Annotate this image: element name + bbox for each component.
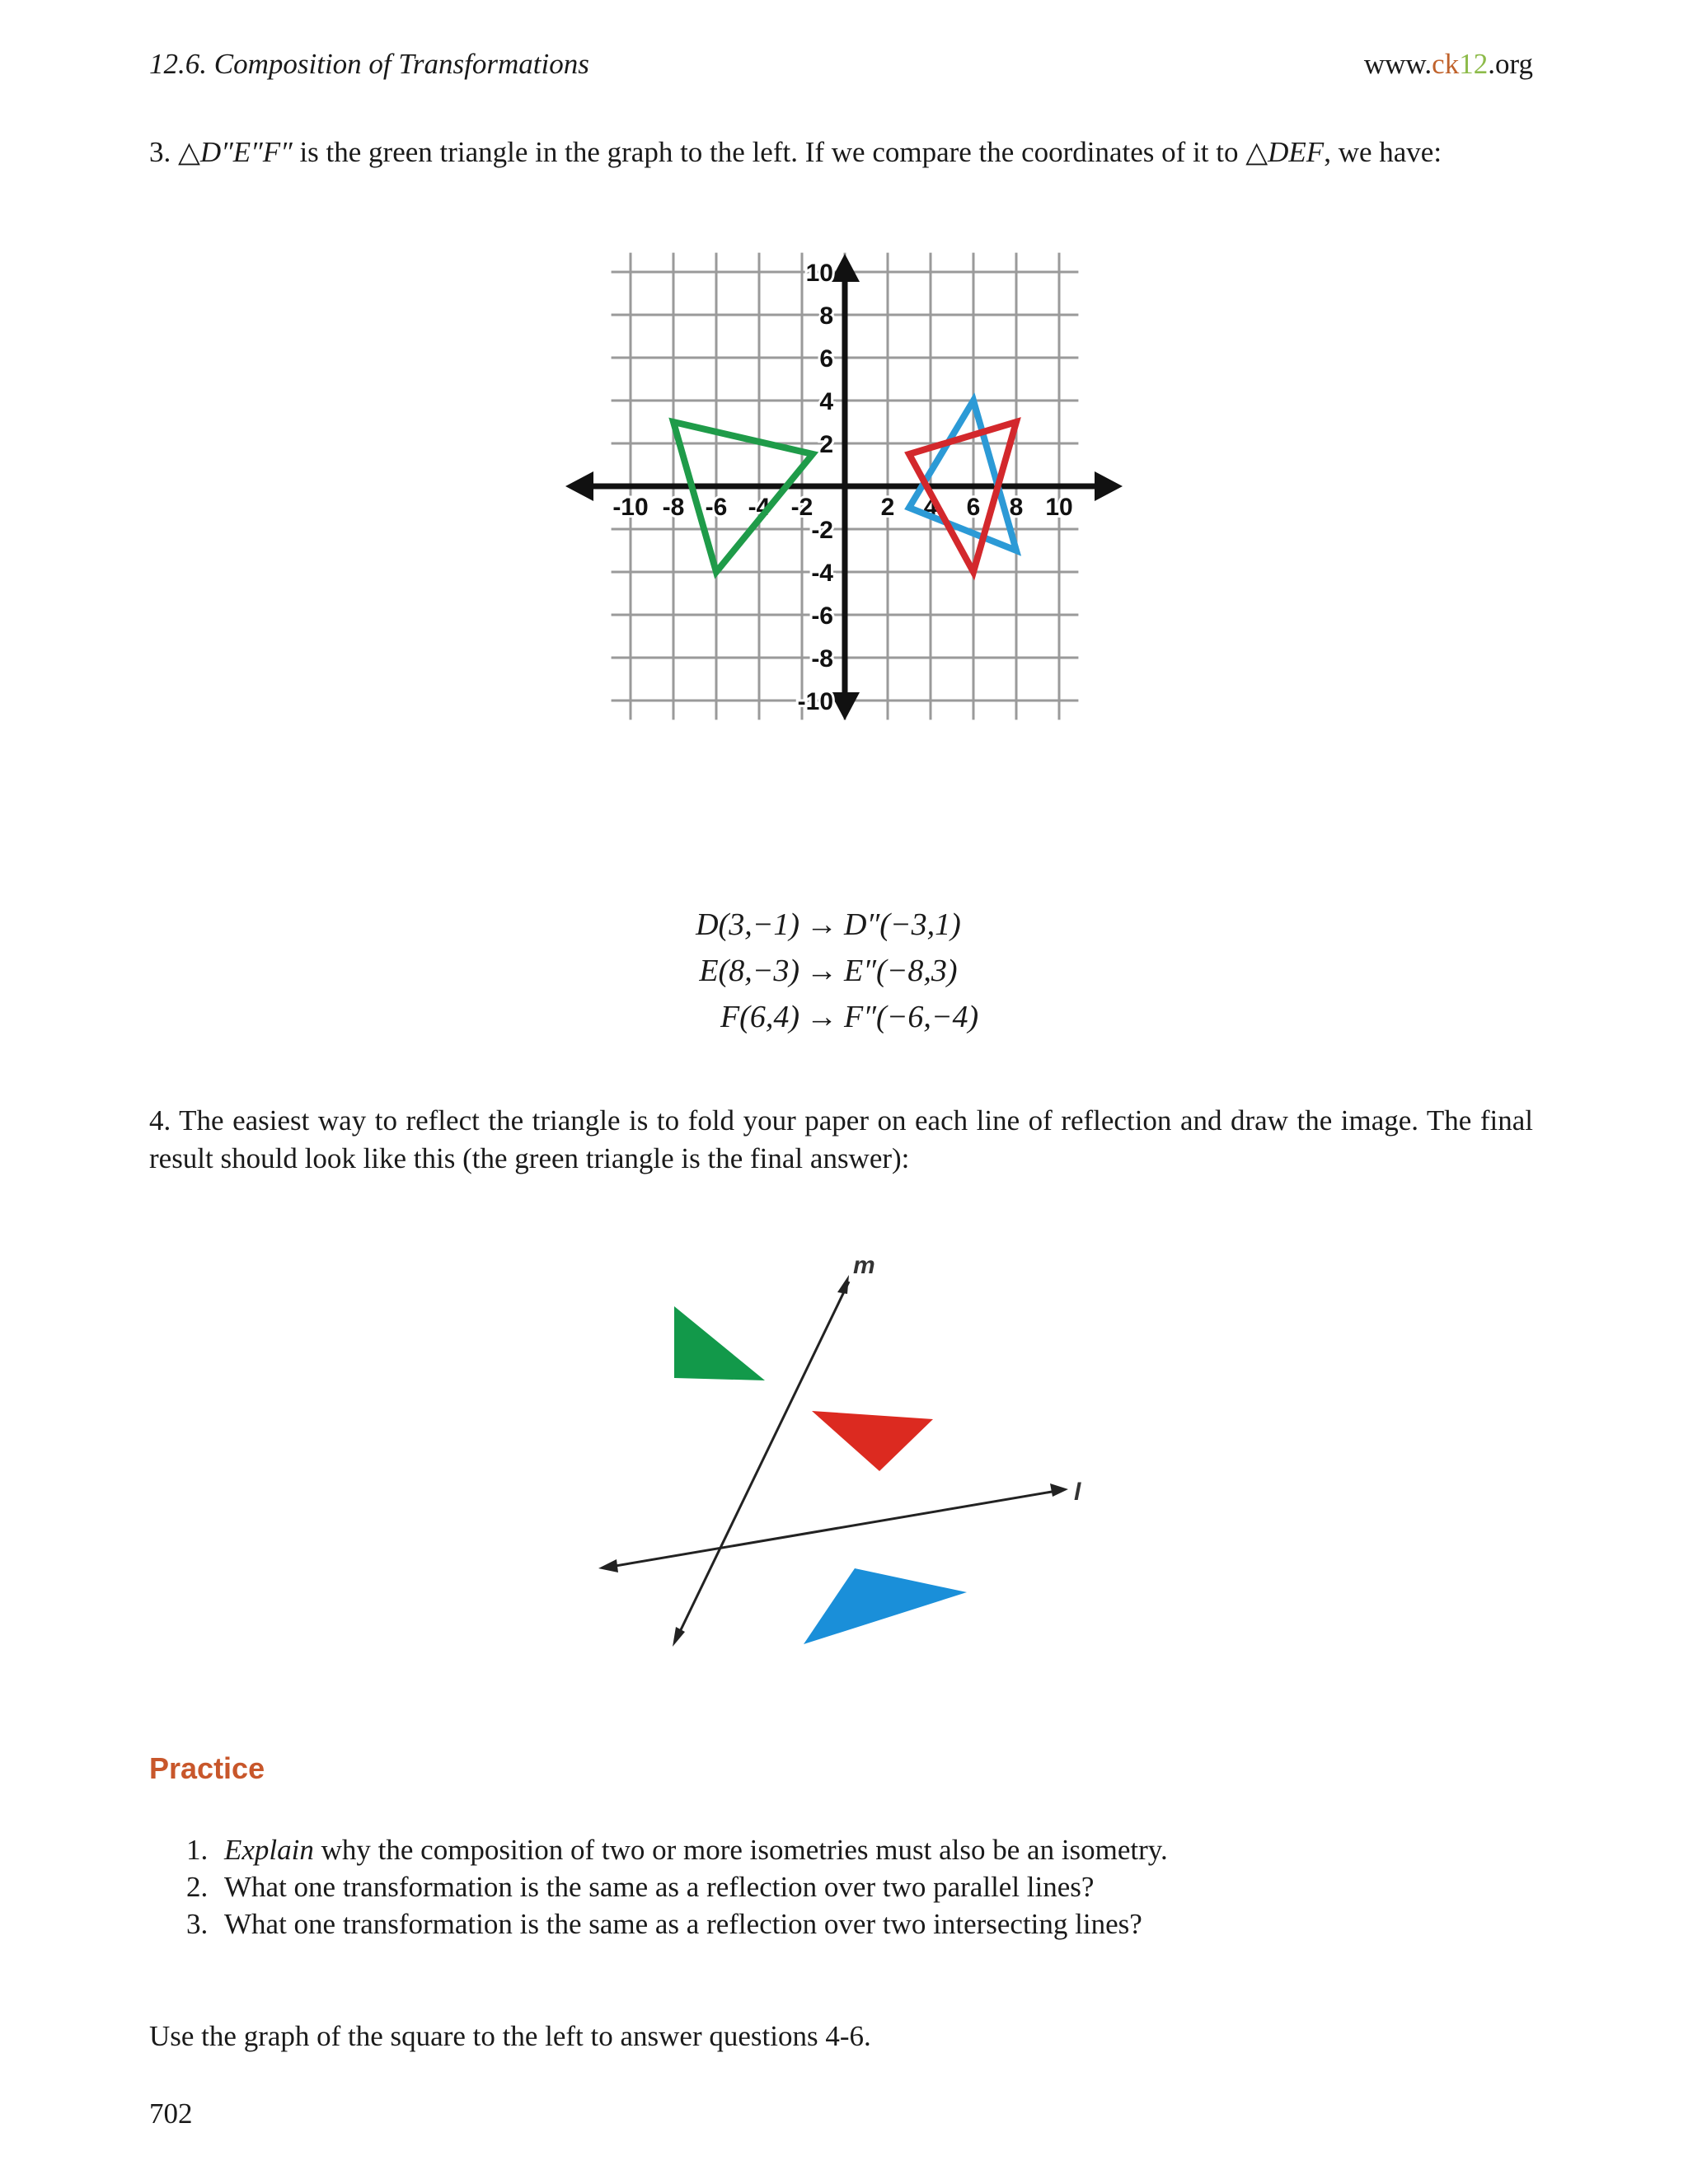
y-tick-label: 8 [819,302,833,330]
triangle-def: △DEF [1245,136,1325,168]
y-tick-label: -4 [811,560,833,587]
y-tick-label: -8 [811,645,833,673]
graph-axes [565,254,1123,720]
x-axis-right-arrow [1095,471,1123,501]
x-tick-label: 6 [966,494,981,521]
label-m: m [853,1252,875,1279]
list-item [186,1905,1168,1943]
equation-row [593,953,1055,989]
practice-heading: Practice [149,1751,265,1785]
list-item [186,1868,1168,1905]
equation-rhs: F″(−6,−4) [844,1000,979,1034]
equation-arrow: → [806,954,837,988]
x-tick-label: -4 [748,494,771,521]
equation-rhs: E″(−8,3) [844,954,958,988]
equation-row [593,907,1055,943]
y-tick-label: 10 [805,260,833,287]
question-number: 1. [186,1834,209,1866]
site-ck: ck [1432,48,1460,80]
question-number: 3. [186,1908,209,1940]
question-text: why the composition of two or more isometries must also be an isometry. [313,1834,1168,1866]
equation-lhs: E(8,−3) [699,954,799,988]
question-emphasis: Explain [224,1834,314,1866]
page-number: 702 [149,2097,193,2130]
equation-arrow: → [806,907,837,942]
problem-3-text-b: , we have: [1324,136,1442,168]
practice-note: Use the graph of the square to the left to answer questions 4-6. [149,2020,871,2052]
question-number: 2. [186,1871,209,1903]
x-tick-label: -8 [662,494,685,521]
x-tick-label: 8 [1009,494,1024,521]
question-text: What one transformation is the same as a reflection over two intersecting lines? [224,1908,1142,1940]
x-tick-label: -10 [612,494,649,521]
line-m-arrow-up [837,1275,849,1294]
label-l: l [1074,1479,1081,1506]
line-m-arrow-down [673,1627,685,1647]
practice-questions [186,1831,1168,1943]
x-tick-label: -6 [705,494,728,521]
problem-3-text-a: is the green triangle in the graph to the left. If we compare the coordinates of it to [292,136,1246,168]
question-text: What one transformation is the same as a reflection over two parallel lines? [224,1871,1095,1903]
line-l-arrow-left [598,1559,618,1572]
line-l [606,1490,1062,1568]
coordinate-graph [560,247,1137,742]
running-head: 12.6. Composition of Transformations [149,48,589,80]
site-12: 12 [1459,48,1489,80]
blue-triangle [804,1568,967,1644]
site-prefix: www. [1363,48,1432,80]
equation-lhs: D(3,−1) [696,907,799,942]
site-url[interactable] [1364,48,1533,81]
x-tick-label: 10 [1045,494,1073,521]
red-triangle [812,1411,933,1471]
problem-3-text [149,132,1533,173]
line-l-arrow-right [1050,1483,1068,1497]
y-axis-down-arrow [830,692,860,720]
y-tick-label: -10 [797,688,833,715]
equation-lhs: F(6,4) [720,1000,799,1034]
y-axis-up-arrow [830,254,860,282]
reflection-diagram [569,1236,1113,1665]
x-tick-label: 2 [880,494,895,521]
y-tick-label: 2 [819,431,833,458]
equation-rhs: D″(−3,1) [844,907,961,942]
x-tick-label: -2 [790,494,814,521]
equation-row [593,999,1055,1035]
y-tick-label: 6 [819,345,833,373]
site-suffix: .org [1488,48,1533,80]
y-tick-label: -6 [811,602,833,630]
y-tick-label: 4 [819,388,833,415]
x-axis-left-arrow [565,471,593,501]
problem-3-number: 3. [149,136,171,168]
list-item [186,1831,1168,1868]
equation-arrow: → [806,1000,837,1034]
x-tick-label: 4 [923,494,938,521]
problem-4-text: 4. The easiest way to reflect the triangle is to fold your paper on each line of reflection and draw the image. The final result should look like this (the green triangle is the final answer): [149,1104,1533,1174]
triangle-ddd: △D″E″F″ [178,136,293,168]
y-tick-label: -2 [811,517,833,544]
green-triangle [674,1306,765,1380]
